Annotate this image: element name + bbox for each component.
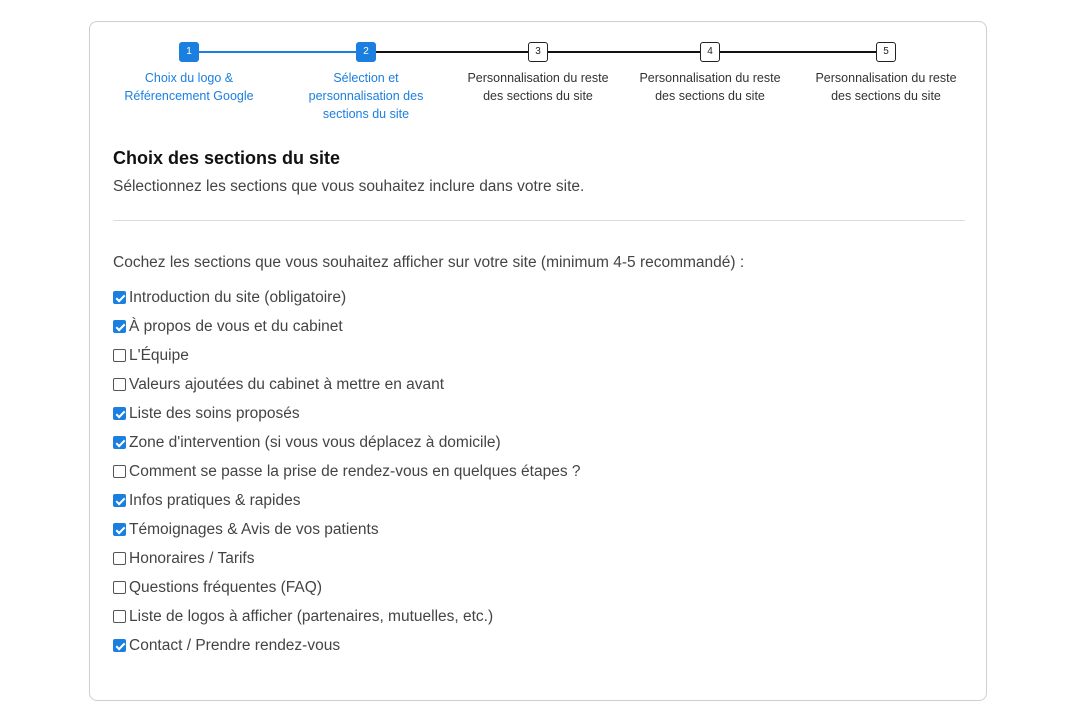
section-option-label: Contact / Prendre rendez-vous [129,636,341,654]
section-checkbox[interactable] [113,465,126,478]
section-option-label: Liste des soins proposés [129,404,300,422]
section-option-label: Valeurs ajoutées du cabinet à mettre en avant [129,375,445,393]
section-checkbox[interactable] [113,320,126,333]
step-label-line: Personnalisation du reste [639,71,781,85]
section-description: Sélectionnez les sections que vous souhaitez inclure dans votre site. [113,178,585,195]
section-checkbox[interactable] [113,291,126,304]
step-3-indicator[interactable]: 3 [528,42,548,62]
section-option[interactable] [113,312,581,341]
step-4-indicator[interactable]: 4 [700,42,720,62]
section-option[interactable] [113,370,581,399]
section-checkbox[interactable] [113,610,126,623]
options-prompt: Cochez les sections que vous souhaitez afficher sur votre site (minimum 4-5 recommandé) : [113,254,745,271]
stepper-connector-4-5 [720,51,877,53]
section-option-label: À propos de vous et du cabinet [129,317,343,335]
section-options-list [113,283,581,660]
section-option[interactable] [113,544,581,573]
section-option[interactable] [113,573,581,602]
section-option-label: Liste de logos à afficher (partenaires, mutuelles, etc.) [129,607,494,625]
section-checkbox[interactable] [113,494,126,507]
step-label-line: Référencement Google [124,89,254,103]
step-label-line: des sections du site [831,89,941,103]
divider [113,220,965,221]
section-option-label: Zone d'intervention (si vous vous déplacez à domicile) [129,433,501,451]
section-option[interactable] [113,631,581,660]
stepper-connector-2-3 [376,51,528,53]
step-4-label [625,69,795,105]
section-option[interactable] [113,341,581,370]
section-checkbox[interactable] [113,639,126,652]
step-2-label [281,69,451,123]
section-checkbox[interactable] [113,378,126,391]
step-2-indicator[interactable]: 2 [356,42,376,62]
section-title: Choix des sections du site [113,148,341,168]
section-checkbox[interactable] [113,523,126,536]
section-checkbox[interactable] [113,581,126,594]
step-label-line: personnalisation des [308,89,424,103]
section-option-label: Témoignages & Avis de vos patients [129,520,379,538]
step-label-line: sections du site [322,107,410,121]
step-label-line: des sections du site [483,89,593,103]
section-option-label: Introduction du site (obligatoire) [129,288,347,306]
section-option-label: Comment se passe la prise de rendez-vous en quelques étapes ? [129,462,581,480]
step-label-line: Choix du logo & [144,71,234,85]
section-option[interactable] [113,399,581,428]
stepper-connector-1-2 [199,51,356,53]
section-option-label: Honoraires / Tarifs [129,549,255,567]
section-option[interactable] [113,428,581,457]
step-1-indicator[interactable]: 1 [179,42,199,62]
progress-stepper [0,0,1080,130]
step-label-line: Sélection et [333,71,399,85]
section-option[interactable] [113,486,581,515]
step-1-label [104,69,274,105]
step-3-label [453,69,623,105]
step-5-indicator[interactable]: 5 [876,42,896,62]
section-checkbox[interactable] [113,349,126,362]
section-option-label: L'Équipe [129,346,189,364]
section-checkbox[interactable] [113,552,126,565]
section-option-label: Questions fréquentes (FAQ) [129,578,322,596]
section-option[interactable] [113,515,581,544]
stepper-connector-3-4 [548,51,700,53]
step-label-line: Personnalisation du reste [815,71,957,85]
step-label-line: Personnalisation du reste [467,71,609,85]
section-option[interactable] [113,457,581,486]
section-option[interactable] [113,283,581,312]
section-option-label: Infos pratiques & rapides [129,491,301,509]
step-5-label [801,69,971,105]
step-label-line: des sections du site [655,89,765,103]
section-checkbox[interactable] [113,407,126,420]
section-option[interactable] [113,602,581,631]
section-checkbox[interactable] [113,436,126,449]
